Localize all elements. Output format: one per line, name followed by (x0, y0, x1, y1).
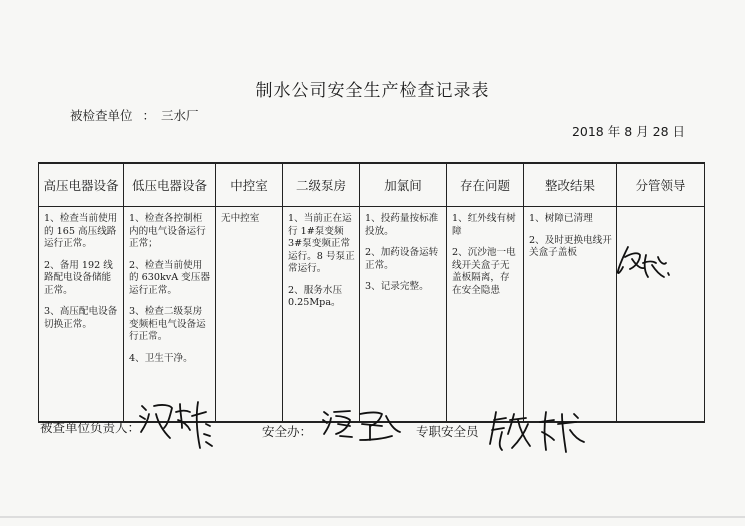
header-high-voltage: 高压电器设备 (39, 163, 124, 207)
list-item: 2、加药设备运转正常。 (365, 247, 439, 271)
cell-pump-room (283, 207, 360, 423)
cell-low-voltage (124, 207, 216, 423)
list-item: 3、检查二级泵房变频柜电气设备运行正常。 (129, 306, 206, 342)
inspected-unit-label: 被检查单位 (70, 108, 133, 123)
list-item: 2、检查当前使用的 630kvA 变压器运行正常。 (129, 259, 210, 296)
list-item: 4、卫生干净。 (129, 352, 193, 364)
leader-signature (580, 235, 690, 295)
list-item: 1、树障已清理 (529, 213, 593, 224)
inspected-unit-value: 三水厂 (161, 108, 199, 123)
list-item: 无中控室 (221, 213, 260, 224)
list-item: 2、备用 192 线路配电设备储能正常。 (44, 259, 113, 296)
inspection-date: 2018 年 8 月 28 日 (571, 124, 685, 139)
cell-chlorination (360, 207, 447, 423)
safety-officer-signature (488, 406, 598, 458)
scan-artifact-line (0, 516, 745, 518)
list-item: 2、沉沙池一电线开关盒子无盖板隔离，存在安全隐患 (452, 247, 516, 296)
header-pump-room: 二级泵房 (283, 163, 360, 207)
document-title: 制水公司安全生产检查记录表 (255, 81, 490, 101)
safety-officer-label: 专职安全员 (416, 424, 479, 439)
list-item: 2、及时更换电线开关盒子盖板 (529, 234, 612, 258)
table-header-row (39, 163, 705, 207)
safety-office-signature (320, 406, 410, 446)
header-control-room: 中控室 (216, 163, 283, 207)
list-item: 1、检查当前使用的 165 高压线路运行正常。 (44, 213, 118, 249)
list-item: 2、服务水压 0.25Mpa。 (288, 284, 343, 308)
cell-high-voltage (39, 207, 124, 423)
inspected-unit-separator: ： (142, 108, 156, 123)
header-low-voltage: 低压电器设备 (124, 163, 216, 207)
responsible-person-signature (136, 398, 226, 454)
signature-row (40, 412, 720, 472)
list-item: 1、检查各控制柜内的电气设备运行正常； (129, 213, 206, 249)
inspected-unit-row (70, 106, 199, 124)
header-leader: 分管领导 (617, 163, 705, 207)
cell-problems (447, 207, 524, 423)
safety-office-label: 安全办： (262, 424, 313, 439)
header-chlorination: 加氯间 (360, 163, 447, 207)
list-item: 1、红外线有树障 (452, 213, 516, 237)
responsible-person-label: 被查单位负责人： (40, 420, 141, 435)
list-item: 1、当前正在运行 1#泵变频 3#泵变频正常运行。8 号泵正常运行。 (288, 213, 355, 274)
header-rectification: 整改结果 (524, 163, 617, 207)
header-problems: 存在问题 (447, 163, 524, 207)
list-item: 1、投药量按标准投放。 (365, 213, 439, 237)
list-item: 3、高压配电设备切换正常。 (44, 306, 118, 330)
cell-control-room (216, 207, 283, 423)
list-item: 3、记录完整。 (365, 281, 429, 292)
